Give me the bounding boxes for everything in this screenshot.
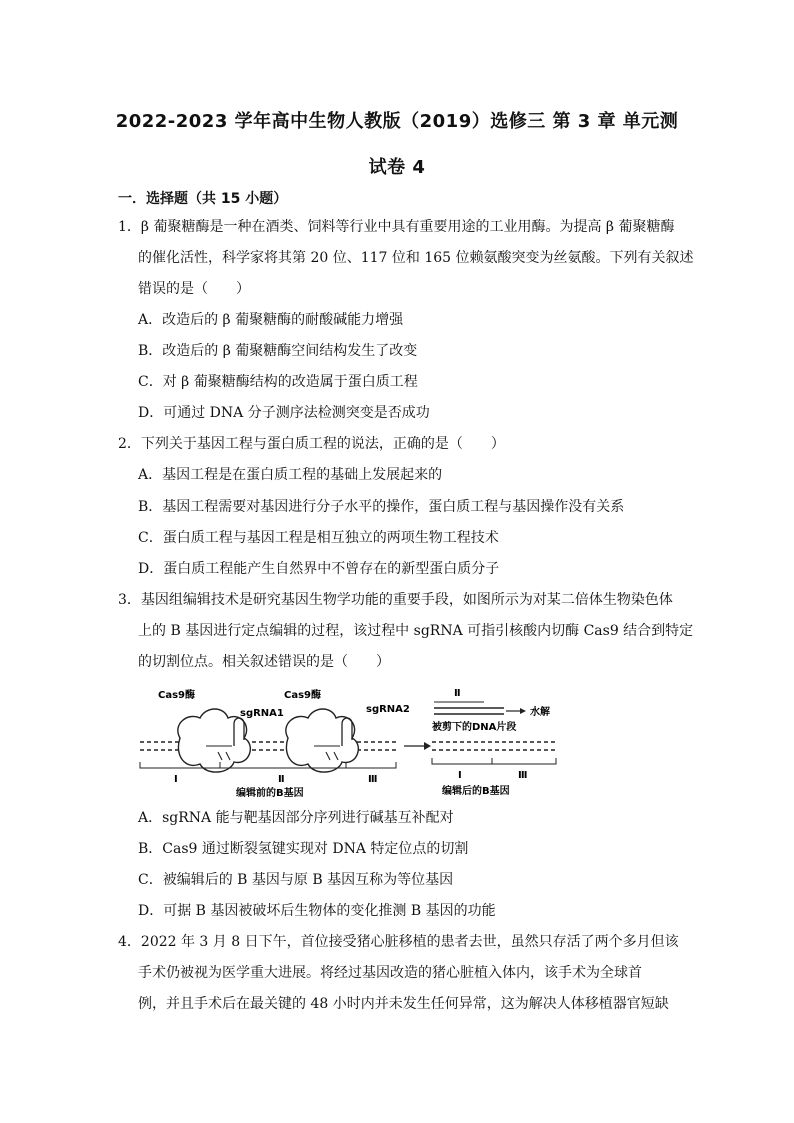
question-1-option-c: C．对 β 葡聚糖酶结构的改造属于蛋白质工程 xyxy=(138,374,418,390)
document-title-line-1: 2022-2023 学年高中生物人教版（2019）选修三 第 3 章 单元测 xyxy=(115,111,679,132)
question-3-option-b: B．Cas9 通过断裂氢键实现对 DNA 特定位点的切割 xyxy=(138,841,469,857)
region-2-label: Ⅱ xyxy=(278,774,285,785)
hydrolysis-arrow-icon xyxy=(520,708,526,714)
question-2-option-a: A．基因工程是在蛋白质工程的基础上发展起来的 xyxy=(138,467,443,483)
cas9-label-1: Cas9酶 xyxy=(158,690,195,701)
question-3-line-1: 3．基因组编辑技术是研究基因生物学功能的重要手段，如图所示为对某二倍体生物染色体 xyxy=(118,592,673,608)
process-arrow xyxy=(404,742,431,750)
before-editing-caption: 编辑前的B基因 xyxy=(236,788,304,799)
section-heading: 一．选择题（共 15 小题） xyxy=(118,191,288,207)
question-1-line-3: 错误的是（ ） xyxy=(138,281,250,297)
region-bracket xyxy=(140,762,396,768)
question-1-option-a: A．改造后的 β 葡聚糖酶的耐酸碱能力增强 xyxy=(138,312,404,328)
question-1-option-b: B．改造后的 β 葡聚糖酶空间结构发生了改变 xyxy=(138,343,418,359)
question-1-line-1: 1．β 葡聚糖酶是一种在酒类、饲料等行业中具有重要用途的工业用酶。为提高 β 葡聚糖酶 xyxy=(118,219,675,235)
fragment-label: Ⅱ xyxy=(454,688,461,699)
after-region-3-label: Ⅲ xyxy=(518,770,528,781)
region-3-label: Ⅲ xyxy=(368,774,378,785)
sgrna-label-1: sgRNA1 xyxy=(240,708,284,719)
question-1-line-2: 的催化活性，科学家将其第 20 位、117 位和 165 位赖氨酸突变为丝氨酸。下列有关叙述 xyxy=(138,250,694,266)
question-2-option-d: D．蛋白质工程能产生自然界中不曾存在的新型蛋白质分子 xyxy=(138,561,500,577)
hydrolysis-label: 水解 xyxy=(530,707,550,718)
question-3-option-d: D．可据 B 基因被破坏后生物体的变化推测 B 基因的功能 xyxy=(138,903,496,919)
question-3-option-c: C．被编辑后的 B 基因与原 B 基因互称为等位基因 xyxy=(138,872,454,888)
question-4-line-1: 4．2022 年 3 月 8 日下午，首位接受猪心脏移植的患者去世，虽然只存活了两个多月但该 xyxy=(118,934,679,950)
question-4-line-3: 例，并且手术后在最关键的 48 小时内并未发生任何异常，这为解决人体移植器官短缺 xyxy=(138,996,669,1012)
question-3-option-a: A．sgRNA 能与靶基因部分序列进行碱基互补配对 xyxy=(138,810,454,826)
document-title-line-2: 试卷 4 xyxy=(368,157,426,178)
question-2-option-c: C．蛋白质工程与基因工程是相互独立的两项生物工程技术 xyxy=(138,530,499,546)
region-1-label: Ⅰ xyxy=(174,774,178,785)
after-editing-panel xyxy=(432,688,556,797)
fragment-caption: 被剪下的DNA片段 xyxy=(432,722,517,733)
question-3-line-2: 上的 B 基因进行定点编辑的过程，该过程中 sgRNA 可指引核酸内切酶 Cas9 结合到特定 xyxy=(138,623,694,639)
before-editing-panel xyxy=(140,688,410,799)
question-1-option-d: D．可通过 DNA 分子测序法检测突变是否成功 xyxy=(138,405,430,421)
gene-editing-diagram xyxy=(136,682,676,800)
question-4-line-2: 手术仍被视为医学重大进展。将经过基因改造的猪心脏植入体内，该手术为全球首 xyxy=(138,965,642,981)
after-region-1-label: Ⅰ xyxy=(458,770,462,781)
sgrna-label-2: sgRNA2 xyxy=(366,704,410,715)
after-editing-caption: 编辑后的B基因 xyxy=(442,786,510,797)
question-2-option-b: B．基因工程需要对基因进行分子水平的操作，蛋白质工程与基因操作没有关系 xyxy=(138,499,625,515)
question-2-line-1: 2．下列关于基因工程与蛋白质工程的说法，正确的是（ ） xyxy=(118,436,505,452)
cas9-label-2: Cas9酶 xyxy=(284,690,321,701)
question-3-line-3: 的切割位点。相关叙述错误的是（ ） xyxy=(138,654,390,670)
